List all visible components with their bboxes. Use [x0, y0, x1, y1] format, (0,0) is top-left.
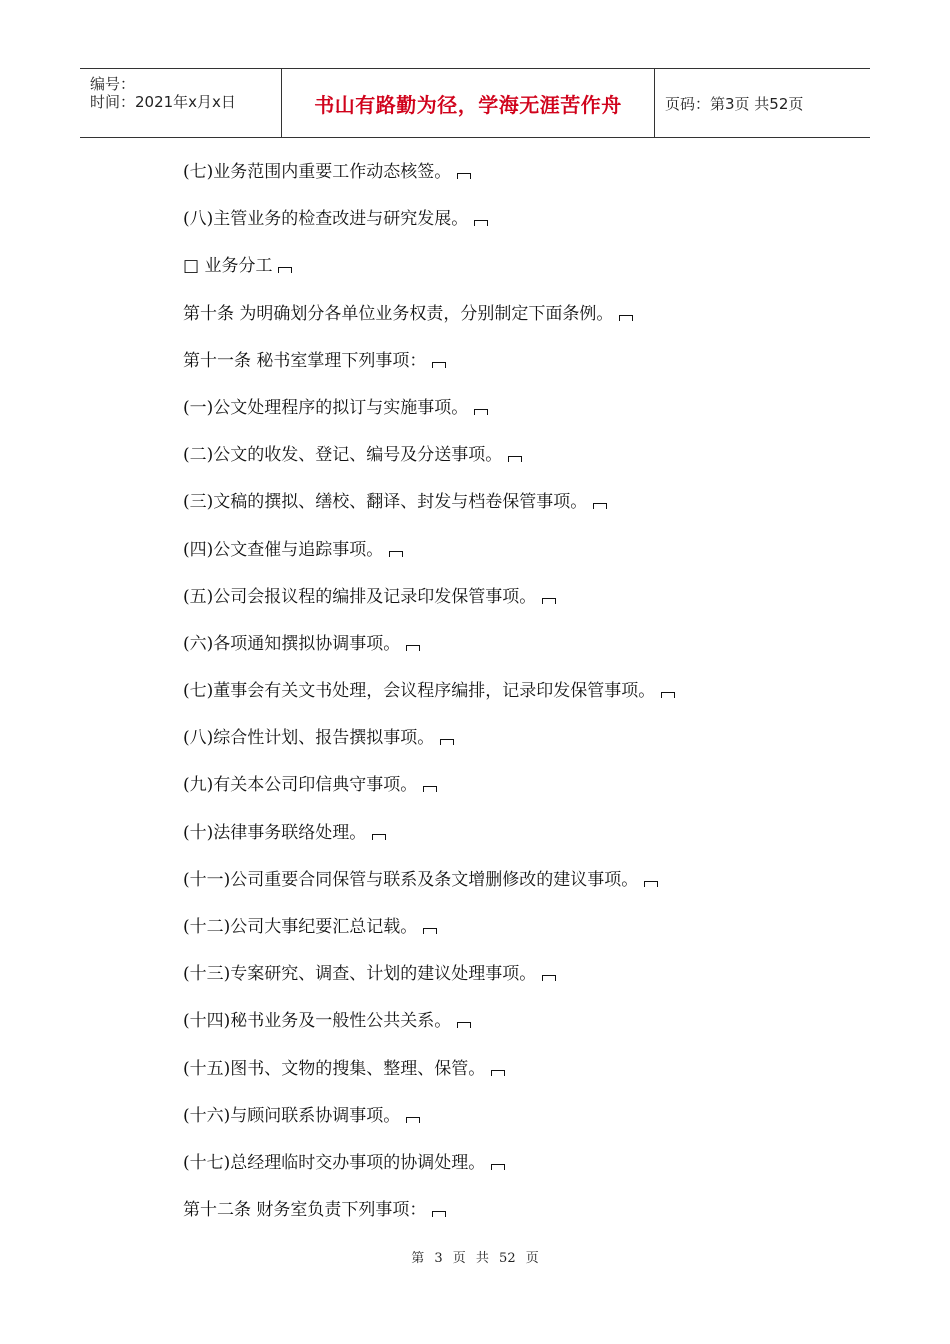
- body-line: (一)公文处理程序的拟订与实施事项。: [183, 394, 803, 441]
- paragraph-mark-icon: [432, 362, 446, 368]
- body-line: (八)综合性计划、报告撰拟事项。: [183, 724, 803, 771]
- header-motto-cell: [282, 69, 655, 137]
- body-line: (四)公文查催与追踪事项。: [183, 536, 803, 583]
- date-label: 时间：2021年x月x日: [90, 93, 236, 111]
- header-info-cell: [80, 69, 282, 137]
- body-line: (七)董事会有关文书处理，会议程序编排，记录印发保管事项。: [183, 677, 803, 724]
- motto-text: 书山有路勤为径，学海无涯苦作舟: [314, 92, 622, 117]
- page-header: [80, 68, 870, 138]
- body-line: (三)文稿的撰拟、缮校、翻译、封发与档卷保管事项。: [183, 488, 803, 535]
- document-body: [183, 158, 803, 1243]
- paragraph-mark-icon: [423, 786, 437, 792]
- page-footer: 第 3 页 共 52 页: [411, 1251, 539, 1266]
- body-line: (十六)与顾问联系协调事项。: [183, 1102, 803, 1149]
- body-line: (十一)公司重要合同保管与联系及条文增删修改的建议事项。: [183, 866, 803, 913]
- paragraph-mark-icon: [406, 645, 420, 651]
- body-line: (十三)专案研究、调查、计划的建议处理事项。: [183, 960, 803, 1007]
- body-line: (十四)秘书业务及一般性公共关系。: [183, 1007, 803, 1054]
- paragraph-mark-icon: [457, 173, 471, 179]
- body-line: (十二)公司大事纪要汇总记载。: [183, 913, 803, 960]
- paragraph-mark-icon: [491, 1070, 505, 1076]
- body-line: 第十二条 财务室负责下列事项：: [183, 1196, 803, 1243]
- paragraph-mark-icon: [457, 1022, 471, 1028]
- paragraph-mark-icon: [542, 598, 556, 604]
- paragraph-mark-icon: [474, 409, 488, 415]
- header-page-cell: [655, 69, 870, 137]
- paragraph-mark-icon: [661, 692, 675, 698]
- paragraph-mark-icon: [440, 739, 454, 745]
- paragraph-mark-icon: [423, 928, 437, 934]
- body-line: □ 业务分工: [183, 252, 803, 299]
- paragraph-mark-icon: [406, 1117, 420, 1123]
- paragraph-mark-icon: [389, 551, 403, 557]
- body-line: (十五)图书、文物的搜集、整理、保管。: [183, 1055, 803, 1102]
- paragraph-mark-icon: [593, 503, 607, 509]
- paragraph-mark-icon: [372, 834, 386, 840]
- paragraph-mark-icon: [542, 975, 556, 981]
- body-line: (二)公文的收发、登记、编号及分送事项。: [183, 441, 803, 488]
- paragraph-mark-icon: [432, 1211, 446, 1217]
- body-line: (十)法律事务联络处理。: [183, 819, 803, 866]
- body-line: (六)各项通知撰拟协调事项。: [183, 630, 803, 677]
- paragraph-mark-icon: [278, 267, 292, 273]
- doc-number-label: 编号：: [90, 75, 136, 93]
- body-line: (十七)总经理临时交办事项的协调处理。: [183, 1149, 803, 1196]
- page-number-label: 页码：第3页 共52页: [665, 94, 804, 113]
- paragraph-mark-icon: [644, 881, 658, 887]
- body-line: (七)业务范围内重要工作动态核签。: [183, 158, 803, 205]
- body-line: 第十一条 秘书室掌理下列事项：: [183, 347, 803, 394]
- paragraph-mark-icon: [508, 456, 522, 462]
- body-line: (五)公司会报议程的编排及记录印发保管事项。: [183, 583, 803, 630]
- paragraph-mark-icon: [474, 220, 488, 226]
- body-line: (九)有关本公司印信典守事项。: [183, 771, 803, 818]
- paragraph-mark-icon: [491, 1164, 505, 1170]
- body-line: 第十条 为明确划分各单位业务权责，分别制定下面条例。: [183, 300, 803, 347]
- paragraph-mark-icon: [619, 315, 633, 321]
- body-line: (八)主管业务的检查改进与研究发展。: [183, 205, 803, 252]
